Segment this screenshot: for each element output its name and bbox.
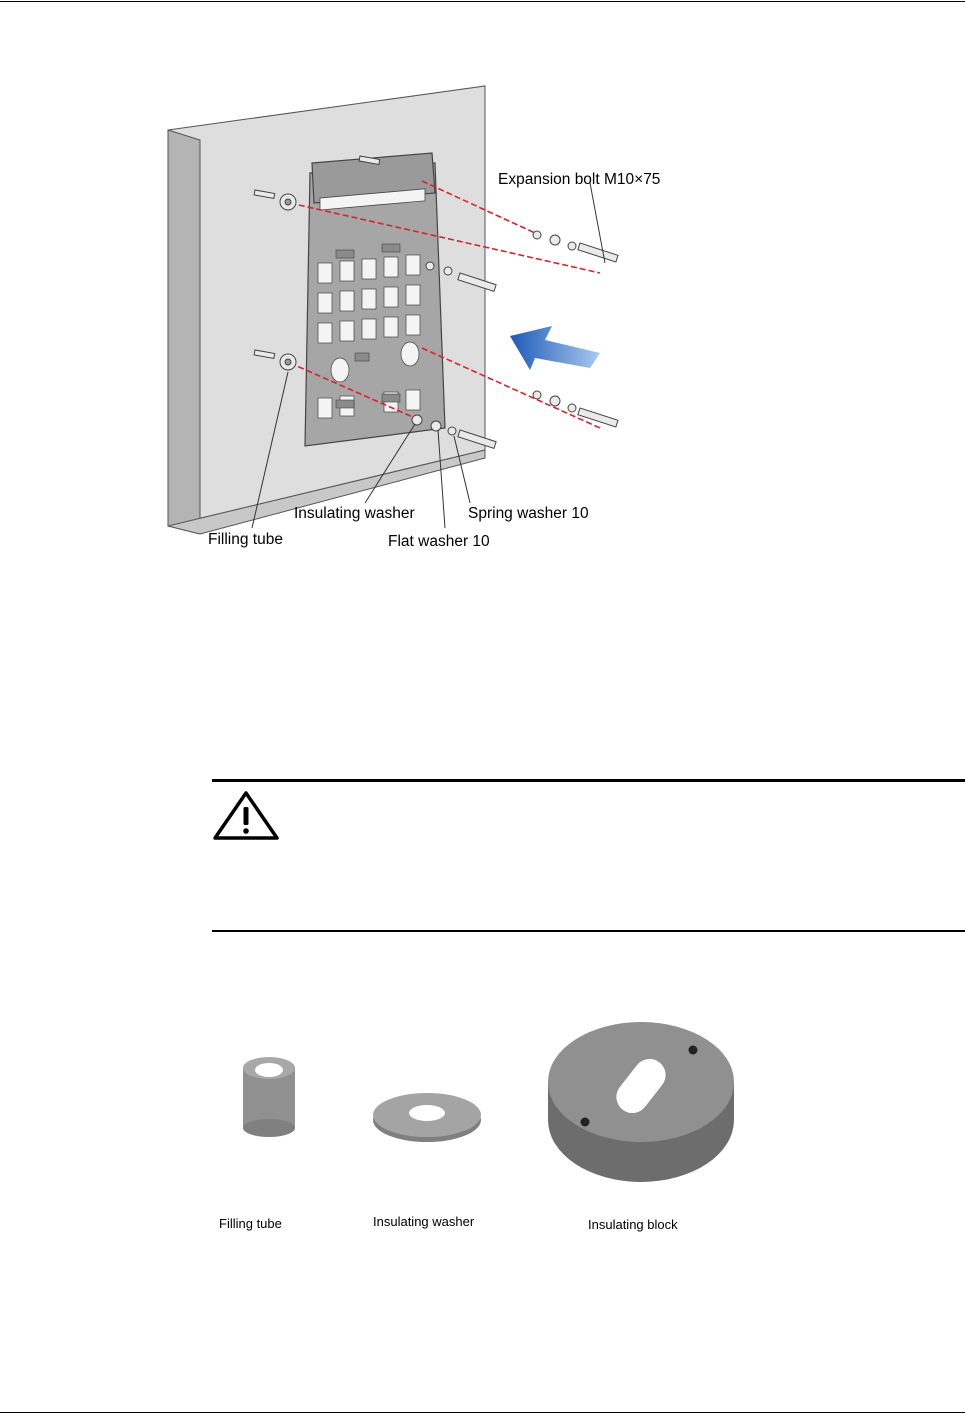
label-expansion-bolt: Expansion bolt M10×75: [498, 171, 661, 188]
label-spring-washer: Spring washer 10: [468, 505, 589, 522]
label-insulating-washer-part: Insulating washer: [373, 1214, 475, 1229]
insulating-parts-figure: [215, 1010, 735, 1250]
caution-top-rule: [212, 779, 965, 782]
warning-triangle-icon: [212, 790, 280, 842]
label-filling-tube-part: Filling tube: [219, 1216, 282, 1231]
label-insulating-block-part: Insulating block: [588, 1217, 678, 1232]
label-flat-washer: Flat washer 10: [388, 533, 490, 550]
mounting-bracket: [305, 153, 445, 446]
caution-bottom-rule: [212, 930, 965, 932]
filling-tube-part: [243, 1057, 295, 1137]
header-rule: [0, 1, 965, 2]
insulating-block-part: [548, 1022, 734, 1182]
direction-arrow: [510, 326, 600, 370]
label-filling-tube: Filling tube: [208, 531, 283, 548]
bracket-installation-figure: [160, 78, 720, 568]
insulating-washer-part: [373, 1093, 481, 1142]
footer-rule: [0, 1412, 965, 1413]
label-insulating-washer: Insulating washer: [294, 505, 415, 522]
